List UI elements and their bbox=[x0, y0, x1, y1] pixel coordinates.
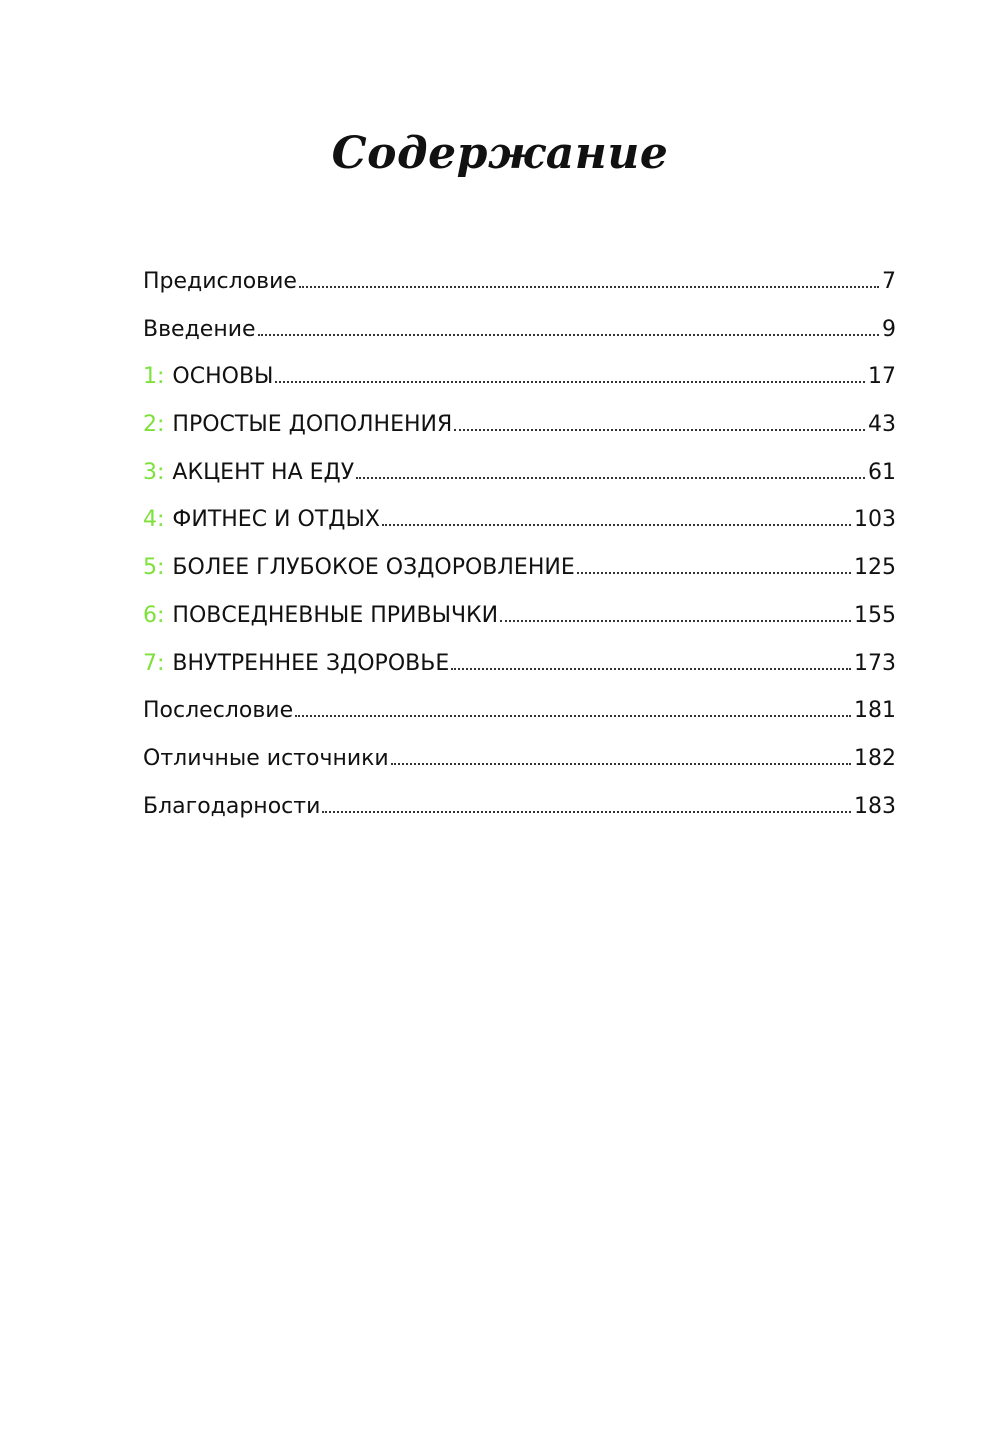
entry-title: ФИТНЕС И ОТДЫХ bbox=[172, 507, 380, 533]
toc-entry bbox=[143, 687, 896, 735]
dot-leader bbox=[275, 380, 865, 383]
toc-entry bbox=[143, 735, 896, 783]
toc-entry bbox=[143, 544, 896, 592]
page-number: 155 bbox=[854, 602, 896, 628]
toc-entry bbox=[143, 353, 896, 401]
chapter-number: 6: bbox=[143, 602, 165, 628]
page-number: 103 bbox=[854, 507, 896, 533]
toc-entry bbox=[143, 496, 896, 544]
page-number: 43 bbox=[868, 412, 896, 438]
dot-leader bbox=[258, 333, 879, 336]
toc-entry bbox=[143, 306, 896, 354]
dot-leader bbox=[356, 476, 865, 479]
page-number: 9 bbox=[882, 316, 896, 342]
dot-leader bbox=[391, 762, 851, 765]
entry-title: Благодарности bbox=[143, 793, 321, 819]
entry-title: ПОВСЕДНЕВНЫЕ ПРИВЫЧКИ bbox=[172, 602, 499, 628]
chapter-number: 7: bbox=[143, 650, 165, 676]
entry-title: ПРОСТЫЕ ДОПОЛНЕНИЯ bbox=[172, 412, 453, 438]
toc-entry bbox=[143, 449, 896, 497]
entry-title: Отличные источники bbox=[143, 745, 389, 771]
dot-leader bbox=[451, 667, 851, 670]
toc-entry bbox=[143, 783, 896, 831]
page-number: 125 bbox=[854, 555, 896, 581]
entry-title: ОСНОВЫ bbox=[172, 364, 274, 390]
page-number: 17 bbox=[868, 364, 896, 390]
chapter-number: 2: bbox=[143, 412, 165, 438]
chapter-number: 5: bbox=[143, 555, 165, 581]
page-title: Содержание bbox=[331, 128, 669, 179]
entry-title: Послесловие bbox=[143, 698, 294, 724]
dot-leader bbox=[382, 523, 851, 526]
dot-leader bbox=[577, 571, 851, 574]
toc-entry bbox=[143, 258, 896, 306]
page-number: 7 bbox=[882, 269, 896, 294]
entry-title: Введение bbox=[143, 316, 256, 342]
entry-title: АКЦЕНТ НА ЕДУ bbox=[172, 459, 355, 485]
page-number: 183 bbox=[854, 793, 896, 819]
page-number: 173 bbox=[854, 650, 896, 676]
toc-entry bbox=[143, 401, 896, 449]
dot-leader bbox=[500, 619, 851, 622]
entry-title: ВНУТРЕННЕЕ ЗДОРОВЬЕ bbox=[172, 650, 450, 676]
toc-entry bbox=[143, 640, 896, 688]
page-number: 181 bbox=[854, 698, 896, 724]
chapter-number: 3: bbox=[143, 459, 165, 485]
entry-title: БОЛЕЕ ГЛУБОКОЕ ОЗДОРОВЛЕНИЕ bbox=[172, 555, 575, 581]
dot-leader bbox=[454, 428, 865, 431]
dot-leader bbox=[299, 285, 879, 288]
dot-leader bbox=[322, 810, 851, 813]
table-of-contents bbox=[143, 258, 896, 830]
entry-title: Предисловие bbox=[143, 269, 297, 294]
dot-leader bbox=[295, 714, 851, 717]
chapter-number: 4: bbox=[143, 507, 165, 533]
toc-entry bbox=[143, 592, 896, 640]
page-number: 182 bbox=[854, 745, 896, 771]
chapter-number: 1: bbox=[143, 364, 165, 390]
page-number: 61 bbox=[868, 459, 896, 485]
